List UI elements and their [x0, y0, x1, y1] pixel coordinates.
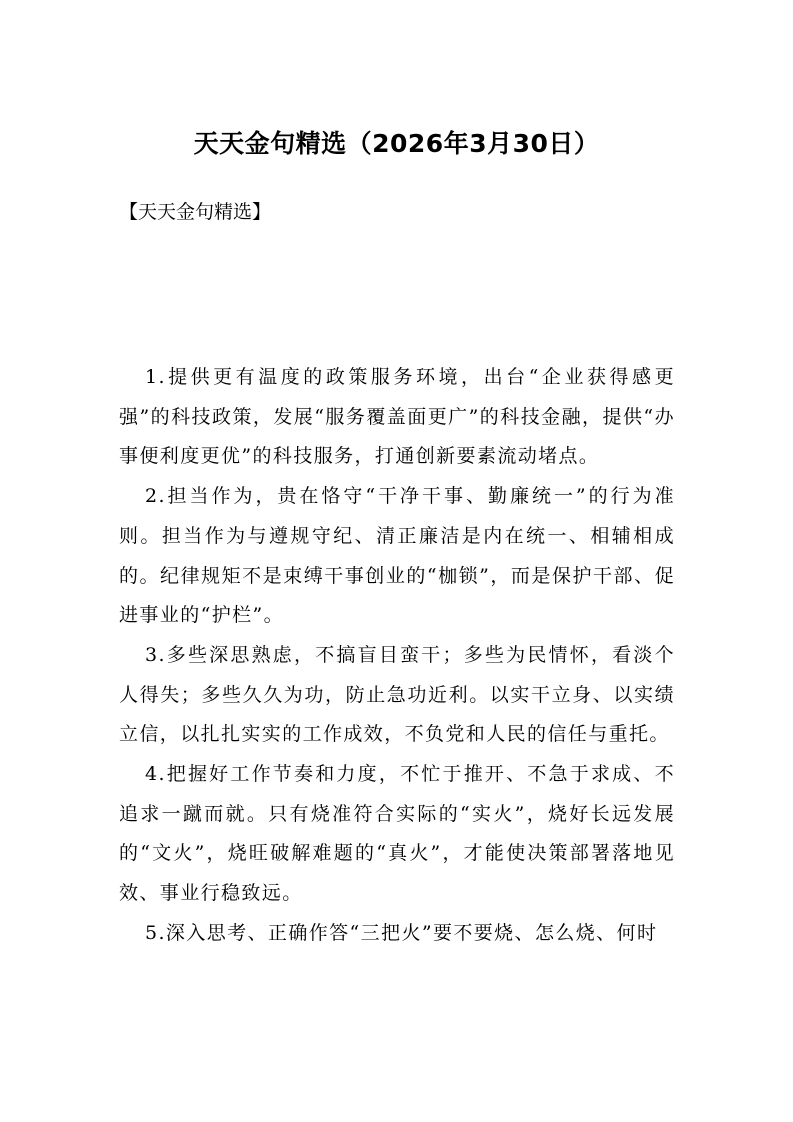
- section-label: 【天天金句精选】: [119, 201, 272, 223]
- paragraph: 1.提供更有温度的政策服务环境，出台“企业获得感更强”的科技政策，发展“服务覆盖面更广”的科技金融，提供“办事便利度更优”的科技服务，打通创新要素流动堵点。: [119, 366, 675, 468]
- paragraph: 2.担当作为，贵在恪守“干净干事、勤廉统一”的行为准则。担当作为与遵规守纪、清正廉洁是内在统一、相辅相成的。纪律规矩不是束缚干事创业的“枷锁”，而是保护干部、促进事业的“护栏”。: [119, 485, 675, 627]
- document-title: 天天金句精选（2026年3月30日）: [193, 129, 600, 158]
- paragraph: 3.多些深思熟虑，不搞盲目蛮干；多些为民情怀，看淡个人得失；多些久久为功，防止急功近利。以实干立身、以实绩立信，以扎扎实实的工作成效，不负党和人民的信任与重托。: [119, 643, 675, 746]
- paragraph: 5.深入思考、正确作答“三把火”要不要烧、怎么烧、何时: [145, 921, 658, 944]
- paragraph: 4.把握好工作节奏和力度，不忙于推开、不急于求成、不追求一蹴而就。只有烧准符合实际的“实火”，烧好长远发展的“文火”，烧旺破解难题的“真火”，才能使决策部署落地见效、事业行稳致远。: [119, 763, 675, 905]
- document-body: [119, 358, 675, 954]
